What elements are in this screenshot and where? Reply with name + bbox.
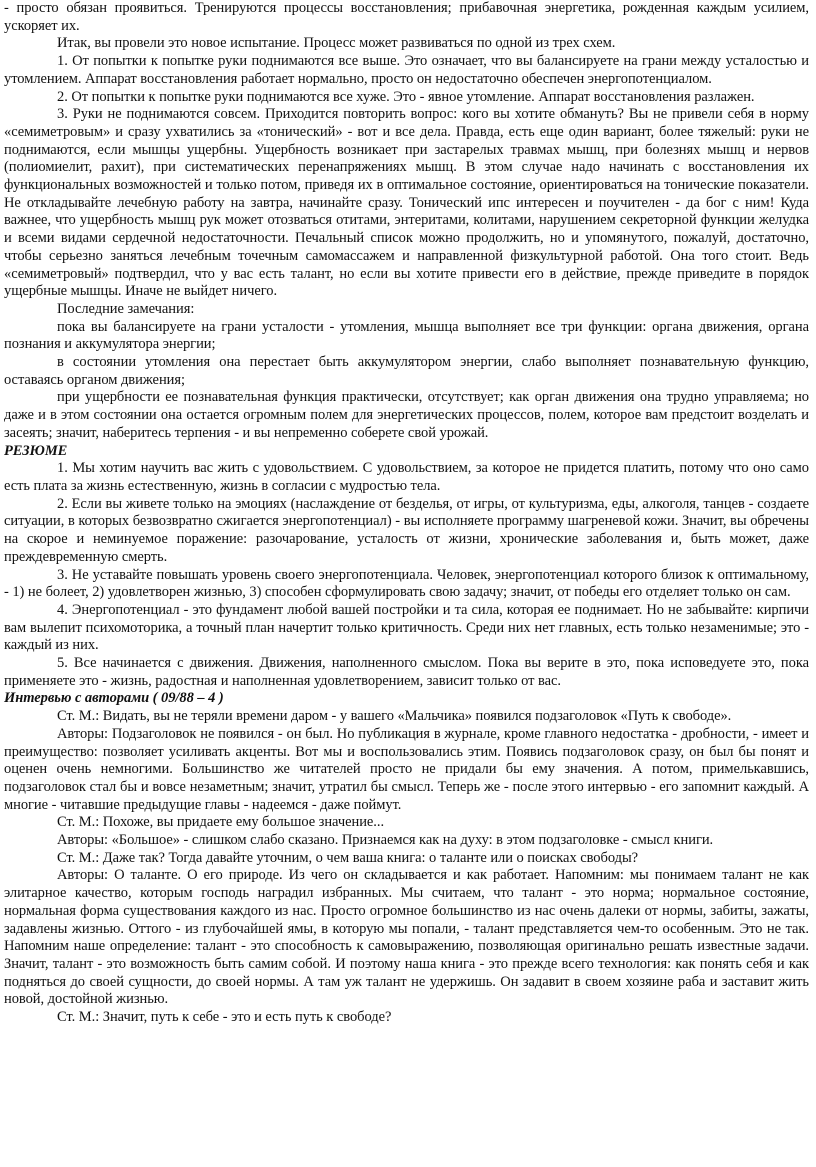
list-item: 5. Все начинается с движения. Движения, наполненного смыслом. Пока вы верите в это, пока исповедуете это, пока применяете это - жизнь, радостная и наполненная удовлетворением, зависит только от вас. — [4, 655, 809, 689]
section-heading: Интервью с авторами ( 09/88 – 4 ) — [4, 690, 224, 707]
dialogue-line: Авторы: «Большое» - слишком слабо сказано. Признаемся как на духу: в этом подзаголовке - смысл книги. — [57, 832, 714, 849]
list-item: при ущербности ее познавательная функция практически, отсутствует; как орган движения она трудно управляема; но даже и в этом состоянии она остается огромным полем для энергетических процессов, полем, которое вам предстоит возделать и засеять; значит, наберитесь терпения - и вы непременно соберете свой урожай. — [4, 389, 809, 441]
section-heading: РЕЗЮМЕ — [4, 442, 68, 459]
paragraph: Последние замечания: — [57, 300, 195, 317]
dialogue-line: Ст. М.: Видать, вы не теряли времени даром - у вашего «Мальчика» появился подзаголовок «Путь к свободе». — [57, 708, 732, 725]
paragraph: 1. От попытки к попытке руки поднимаются все выше. Это означает, что вы балансируете на грани между усталостью и утомлением. Аппарат восстановления работает нормально, просто он недостаточно обеспечен энергопотенциалом. — [4, 53, 809, 87]
paragraph: - просто обязан проявиться. Тренируются процессы восстановления; прибавочная энергетика, рожденная каждым усилием, ускоряет их. — [4, 0, 809, 34]
paragraph: 3. Руки не поднимаются совсем. Приходится повторить вопрос: кого вы хотите обмануть? Вы не привели себя в норму «семиметровым» и сразу ухватились за «тонический» - вот и все дела. Правда, есть еще один вариант, более тяжелый: руки не поднимаются, если мышцы ущербны. Ущербность возникает при застарелых травмах мышц, при болезнях мышц и нервов (полиомиелит, рахит), при систематических перенапряжениях мышц. В этом случае надо начинать с восстановления их функциональных возможностей и только потом, приведя их в оптимальное состояние, ориентироваться на тонические показатели. Не откладывайте лечебную работу на завтра, начинайте сразу. Тонический ипс интересен и поучителен - да бог с ним! Куда важнее, что ущербность мышц рук может отозваться отитами, энтеритами, колитами, нарушением секреторной функции желудка и всеми видами сердечной недостаточности. Печальный список можно продолжить, но и упомянутого, пожалуй, достаточно, чтобы серьезно заняться лечебным точечным самомассажем и направленной физкультурной работой. Она того стоит. Ведь «семиметровый» подтвердил, что у вас есть талант, но если вы хотите привести его в действие, прежде приведите в порядок ущербные мышцы. Иначе не выйдет ничего. — [4, 106, 809, 300]
paragraph: 2. От попытки к попытке руки поднимаются все хуже. Это - явное утомление. Аппарат восстановления разлажен. — [57, 88, 755, 105]
dialogue-line: Авторы: Подзаголовок не появился - он был. Но публикация в журнале, кроме главного недостатка - дробности, - имеет и преимущество: позволяет усиливать акценты. Вот мы и воспользовались этим. Появись подзаголовок сразу, он был бы понят и оценен очень немногими. Большинство же читателей просто не придали бы ему значения. А потом, примелькавшись, подзаголовок стал бы и вовсе незаметным; значит, утратил бы смысл. Теперь же - после этого интервью - его запомнит каждый. А многие - читавшие предыдущие главы - надеемся - даже поймут. — [4, 725, 809, 813]
dialogue-line: Ст. М.: Похоже, вы придаете ему большое значение... — [57, 814, 385, 831]
list-item: 1. Мы хотим научить вас жить с удовольствием. С удовольствием, за которое не придется платить, потому что оно само есть плата за жизнь естественную, жизнь в согласии с мудростью тела. — [4, 460, 809, 494]
list-item: пока вы балансируете на грани усталости - утомления, мышца выполняет все три функции: органа движения, органа познания и аккумулятора энергии; — [4, 318, 809, 353]
list-item: 3. Не уставайте повышать уровень своего энергопотенциала. Человек, энергопотенциал которого близок к оптимальному, - 1) не болеет, 2) удовлетворен жизнью, 3) способен сформулировать свою задачу; значит, от победы его отделяет только он сам. — [4, 566, 809, 601]
list-item: 2. Если вы живете только на эмоциях (наслаждение от безделья, от игры, от культуризма, еды, алкоголя, танцев - создаете ситуации, в которых безвозвратно сжигается энергопотенциал) - вы исполняете программу шагреневой кожи. Значит, вы обречены на скорое и неминуемое поражение: разочарование, усталость от жизни, хронические заболевания и, быть может, даже преждевременную смерть. — [4, 495, 809, 565]
list-item: в состоянии утомления она перестает быть аккумулятором энергии, слабо выполняет познавательную функцию, оставаясь органом движения; — [4, 354, 809, 388]
dialogue-line: Ст. М.: Даже так? Тогда давайте уточним, о чем ваша книга: о таланте или о поисках свободы? — [57, 849, 639, 866]
list-item: 4. Энергопотенциал - это фундамент любой вашей постройки и та сила, которая ее поднимает. Но не забывайте: кирпичи вам вылепит психомоторика, а точный план начертит только критичность. Среди них нет главных, есть только незаменимые; это - каждый из них. — [4, 601, 809, 654]
paragraph: Итак, вы провели это новое испытание. Процесс может развиваться по одной из трех схем. — [57, 35, 616, 52]
dialogue-line: Ст. М.: Значит, путь к себе - это и есть путь к свободе? — [57, 1009, 392, 1026]
dialogue-line: Авторы: О таланте. О его природе. Из чего он складывается и как работает. Напомним: мы понимаем талант не как элитарное качество, которым господь наградил избранных. Мы считаем, что талант - это норма; нормальное состояние, нормальная форма существования каждого из нас. Просто огромное большинство из нас очень далеки от нормы, забиты, зажаты, задавлены жизнью. Оттого - из глубочайшей ямы, в которую мы попали, - талант представляется чем-то особенным. Это не так. Напомним наше определение: талант - это способность к самовыражению, позволяющая оригинально решать известные задачи. Значит, талант - это возможность быть самим собой. И поэтому наша книга - это прежде всего технология: как понять себя и как подняться до своей сущности, до своей нормы. А там уж талант не удержишь. Он задавит в своем хозяине раба и заставит жить новой, достойной жизнью. — [4, 867, 809, 1008]
